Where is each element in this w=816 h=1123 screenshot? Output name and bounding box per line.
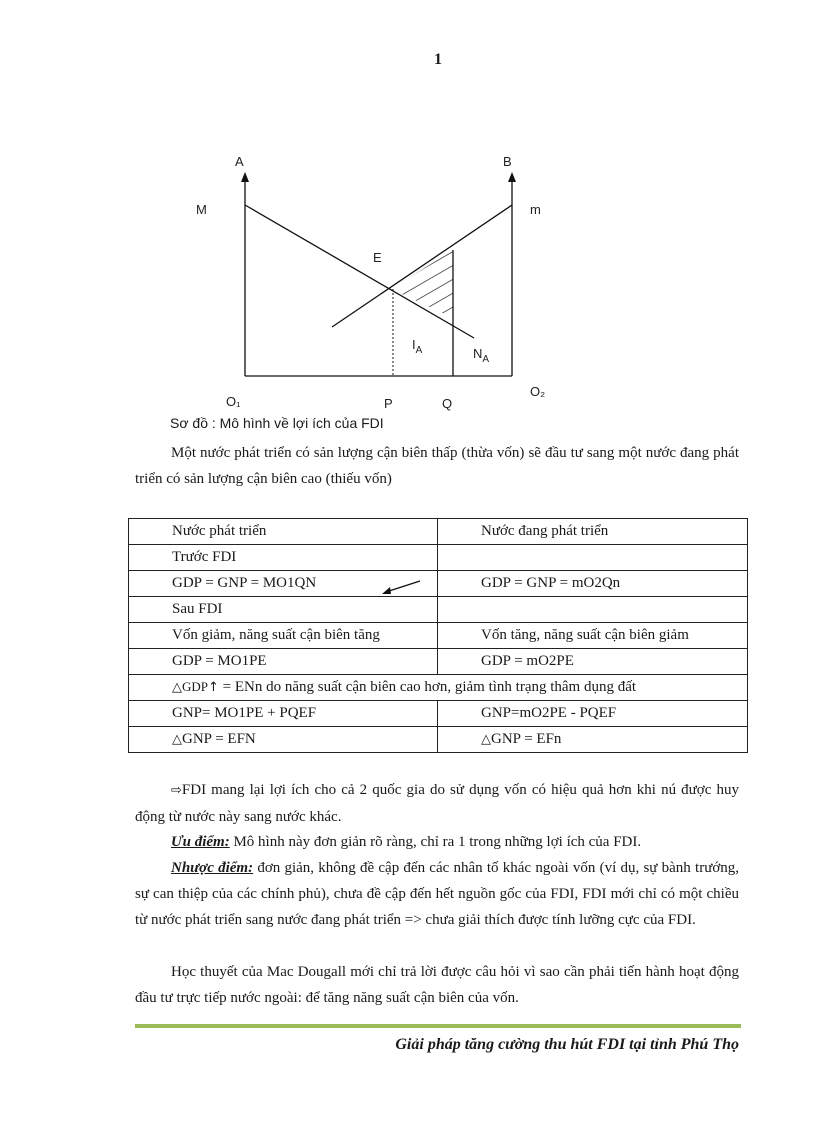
table-cell: Sau FDI [129,597,438,623]
diagram-caption: Sơ đồ : Mô hình về lợi ích của FDI [170,415,384,431]
label-IA-sub: A [415,345,423,356]
table-cell [438,597,748,623]
table-row [129,519,748,545]
table-row [129,649,748,675]
table-row [129,727,748,753]
disadvantage-label: Nhược điểm: [171,860,254,876]
footer-rule [135,1024,741,1028]
intro-paragraph [135,440,739,492]
page-number: 1 [434,51,442,68]
table-cell [438,545,748,571]
table-cell: GNP=mO2PE - PQEF [438,701,748,727]
label-B: B [503,154,512,169]
label-P: P [384,396,393,411]
table-cell: GDP = mO2PE [438,649,748,675]
delta-gdp-label: △GDP [172,679,209,694]
table-row [129,571,748,597]
table-cell: GDP = MO1PE [129,649,438,675]
right-axis-arrowhead [508,172,516,182]
table-cell [129,727,438,753]
label-M: M [196,202,207,217]
table-cell: Nước đang phát triển [438,519,748,545]
conclusion-paragraph [135,777,739,830]
up-arrow-icon: ↑ [208,680,219,695]
comparison-table [128,518,748,753]
table-row [129,623,748,649]
label-O1: O₁ [226,394,241,409]
table-cell: Vốn giảm, năng suất cận biên tăng [129,623,438,649]
label-IA [412,337,423,356]
label-O2: O₂ [530,384,546,399]
table-cell-full [129,675,748,701]
delta-icon: △ [172,731,182,746]
delta-gdp-text: = ENn do năng suất cận biên cao hơn, giảm tình trạng thâm dụng đất [218,679,637,695]
delta-icon: △ [481,731,491,746]
table-row [129,701,748,727]
table-cell: GDP = GNP = MO1QN [129,571,438,597]
label-A: A [235,154,244,169]
table-cell [438,727,748,753]
curve-m [332,205,512,327]
advantage-text: Mô hình này đơn giản rõ ràng, chỉ ra 1 trong những lợi ích của FDI. [229,834,642,850]
label-NA [473,346,489,365]
label-E: E [373,250,382,265]
table-row [129,675,748,701]
label-IA-main: I [412,337,416,352]
left-axis-arrowhead [241,172,249,182]
advantage-label: Ưu điểm: [171,834,230,850]
advantage-paragraph [135,829,739,855]
double-arrow-icon: ⇨ [171,783,182,798]
label-NA-sub: A [482,354,490,365]
label-NA-main: N [473,346,483,361]
label-Q: Q [442,396,453,411]
delta-gnp-right: GNP = EFn [491,731,562,747]
footer-title: Giải pháp tăng cường thu hút FDI tại tỉnh Phú Thọ [395,1036,739,1053]
table-cell: GNP= MO1PE + PQEF [129,701,438,727]
table-row [129,545,748,571]
label-m: m [530,202,541,217]
disadvantage-text: đơn giản, không đề cập đến các nhân tố khác ngoài vốn (ví dụ, sự bành trướng, sự can thiệp của các chính phủ), chưa đề cập đến hết nguồn gốc của FDI, FDI mới chỉ có một chiều từ nước phát triển sang nước đang phát triển => chưa giải thích được tính lưỡng cực của FDI. [135,860,740,928]
intro-text: Một nước phát triển có sản lượng cận biên thấp (thừa vốn) sẽ đầu tư sang một nước đang phát triển có sản lượng cận biên cao (thiếu vốn) [135,445,739,487]
table-cell: Trước FDI [129,545,438,571]
disadvantage-paragraph [135,855,739,933]
delta-gnp-left: GNP = EFN [182,731,256,747]
table-cell: GDP = GNP = mO2Qn [438,571,748,597]
table-row [129,597,748,623]
table-cell: Vốn tăng, năng suất cận biên giảm [438,623,748,649]
annotation-arrow-icon [380,578,424,598]
fdi-benefit-diagram [0,0,816,420]
closing-text: Học thuyết của Mac Dougall mới chỉ trả lời được câu hỏi vì sao cần phải tiến hành hoạt động đầu tư trực tiếp nước ngoài: để tăng năng suất cận biên của vốn. [135,964,739,1006]
conclusion-text: FDI mang lại lợi ích cho cả 2 quốc gia do sử dụng vốn có hiệu quả hơn khi nú được huy động từ nước này sang nước khác. [135,782,739,825]
table-cell: Nước phát triển [129,519,438,545]
closing-paragraph [135,959,739,1011]
